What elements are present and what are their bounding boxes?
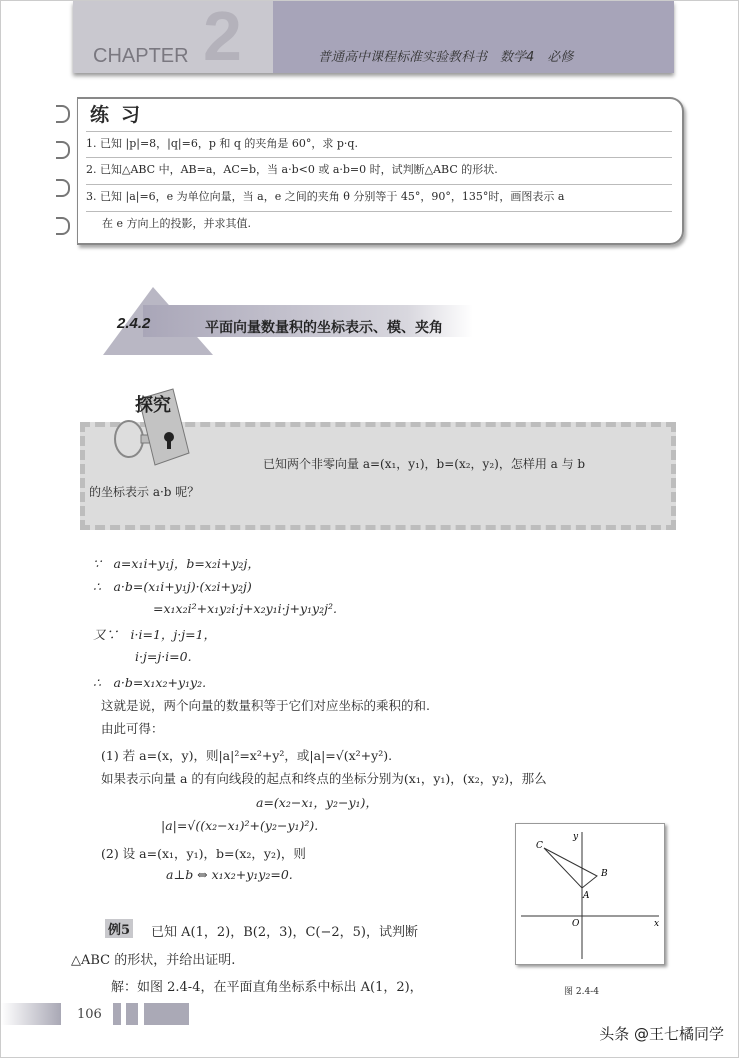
label-b: B bbox=[601, 869, 608, 879]
explore-question: 已知两个非零向量 a=(x₁，y₁)，b=(x₂，y₂)，怎样用 a 与 b bbox=[263, 457, 586, 471]
label-y: y bbox=[573, 832, 579, 842]
body-line: 又∵ i·i=1，j·j=1， bbox=[93, 627, 217, 642]
triangle-abc bbox=[544, 848, 597, 888]
binder-ring-icon bbox=[56, 105, 70, 123]
section-title: 平面向量数量积的坐标表示、模、夹角 bbox=[205, 320, 443, 336]
body-line: 由此可得： bbox=[101, 721, 164, 736]
body-line: |a|=√((x₂−x₁)²+(y₂−y₁)²). bbox=[161, 818, 319, 833]
exercise-item: 3. 已知 |a|=6，e 为单位向量，当 a，e 之间的夹角 θ 分别等于 45°，90°，135°时，画图表示 a bbox=[86, 184, 672, 204]
body-line: 如果表示向量 a 的有向线段的起点和终点的坐标分别为(x₁，y₁)，(x₂，y₂)，那么 bbox=[101, 771, 547, 786]
binder-ring-icon bbox=[56, 179, 70, 197]
section-number: 2.4.2 bbox=[117, 315, 151, 332]
figure-caption: 图 2.4-4 bbox=[564, 987, 599, 997]
example-text: △ABC 的形状，并给出证明. bbox=[71, 953, 236, 968]
section-heading bbox=[103, 287, 543, 355]
body-line: (1) 若 a=(x，y)，则|a|²=x²+y²，或|a|=√(x²+y²). bbox=[101, 748, 393, 763]
exercise-box bbox=[77, 97, 684, 245]
binder-ring-icon bbox=[56, 217, 70, 235]
body-line: (2) 设 a=(x₁，y₁)，b=(x₂，y₂)，则 bbox=[101, 846, 306, 861]
watermark: 头条 @王七橘同学 bbox=[599, 1025, 724, 1043]
label-o: O bbox=[572, 919, 580, 929]
body-line: 这就是说，两个向量的数量积等于它们对应坐标的乘积的和. bbox=[101, 698, 430, 713]
explore-label: 探究 bbox=[135, 395, 171, 416]
footer-block bbox=[113, 1003, 121, 1025]
body-line: ∵ a=x₁i+y₁j，b=x₂i+y₂j， bbox=[93, 556, 260, 571]
example-label: 例5 bbox=[105, 919, 133, 938]
label-x: x bbox=[654, 919, 660, 929]
body-line: ∴ a·b=(x₁i+y₁j)·(x₂i+y₂j) bbox=[93, 579, 252, 594]
body-line: a⊥b ⇔ x₁x₂+y₁y₂=0. bbox=[166, 867, 293, 882]
page-number: 106 bbox=[77, 1007, 102, 1022]
page-footer bbox=[1, 1003, 201, 1027]
key-lock-icon bbox=[111, 381, 191, 471]
chapter-label: CHAPTER bbox=[93, 45, 189, 67]
exercise-item: 1. 已知 |p|=8，|q|=6，p 和 q 的夹角是 60°，求 p·q. bbox=[86, 131, 672, 151]
exercise-item: 2. 已知△ABC 中，AB=a，AC=b，当 a·b<0 或 a·b=0 时，试判断△ABC 的形状. bbox=[86, 157, 672, 177]
label-a: A bbox=[583, 891, 590, 901]
exercise-item: 在 e 方向上的投影，并求其值. bbox=[86, 211, 672, 231]
coordinate-figure bbox=[515, 823, 665, 965]
chapter-header bbox=[73, 1, 674, 73]
binder-ring-icon bbox=[56, 141, 70, 159]
body-line: a=(x₂−x₁，y₂−y₁)， bbox=[256, 795, 378, 810]
body-line: ∴ a·b=x₁x₂+y₁y₂. bbox=[93, 675, 207, 690]
footer-bar bbox=[1, 1003, 61, 1025]
book-title: 普通高中课程标准实验教科书 数学4 必修 bbox=[318, 50, 574, 65]
footer-block bbox=[126, 1003, 138, 1025]
body-line: i·j=j·i=0. bbox=[135, 649, 192, 664]
chapter-number: 2 bbox=[203, 0, 242, 75]
example-text: 已知 A(1，2)，B(2，3)，C(−2，5)，试判断 bbox=[151, 925, 418, 940]
footer-block bbox=[144, 1003, 189, 1025]
label-c: C bbox=[536, 841, 543, 851]
body-line: =x₁x₂i²+x₁y₂i·j+x₂y₁i·j+y₁y₂j². bbox=[153, 601, 337, 616]
solution-text: 解：如图 2.4-4，在平面直角坐标系中标出 A(1，2)， bbox=[111, 980, 423, 995]
exercise-title: 练习 bbox=[90, 104, 153, 126]
explore-question-cont: 的坐标表示 a·b 呢？ bbox=[89, 485, 200, 499]
